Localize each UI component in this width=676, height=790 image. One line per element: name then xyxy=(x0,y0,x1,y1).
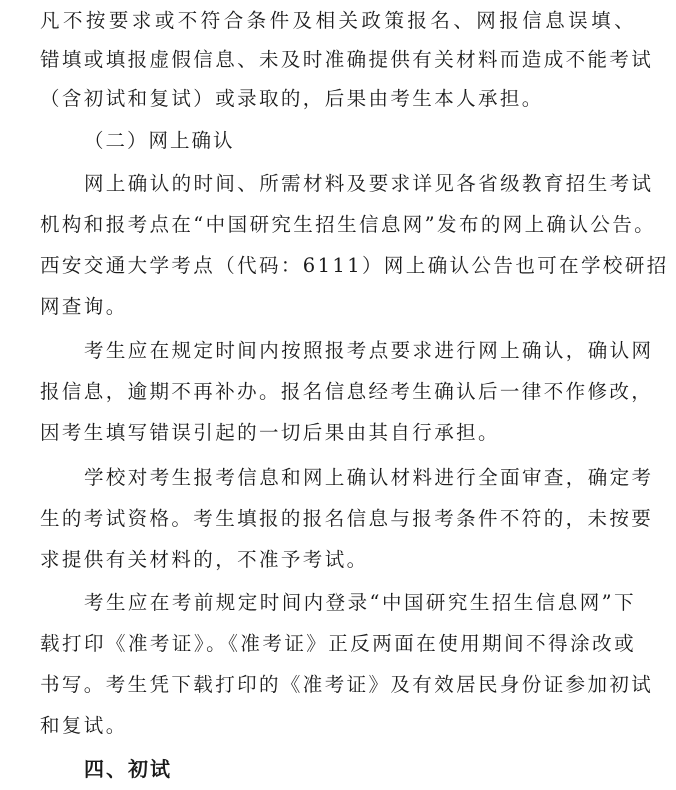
paragraph-line: 书写。考生凭下载打印的《准考证》及有效居民身份证参加初试 xyxy=(40,673,654,696)
paragraph-line: 学校对考生报考信息和网上确认材料进行全面审查，确定考 xyxy=(84,466,654,489)
paragraph-line: 考生应在考前规定时间内登录“中国研究生招生信息网”下 xyxy=(84,591,636,614)
paragraph-line: 和复试。 xyxy=(40,714,128,737)
paragraph-line: 报信息，逾期不再补办。报名信息经考生确认后一律不作修改， xyxy=(40,380,654,403)
paragraph-line: 凡不按要求或不符合条件及相关政策报名、网报信息误填、 xyxy=(40,9,636,32)
paragraph-line: 考生应在规定时间内按照报考点要求进行网上确认，确认网 xyxy=(84,339,654,362)
paragraph-line: 生的考试资格。考生填报的报名信息与报考条件不符的，未按要 xyxy=(40,507,654,530)
paragraph-line: 载打印《准考证》。《准考证》正反两面在使用期间不得涂改或 xyxy=(40,632,636,655)
section-heading: 四、初试 xyxy=(84,757,172,781)
paragraph-line: 机构和报考点在“中国研究生招生信息网”发布的网上确认公告。 xyxy=(40,213,657,236)
paragraph-line: （含初试和复试）或录取的，后果由考生本人承担。 xyxy=(40,87,544,110)
paragraph-line: 错填或填报虚假信息、未及时准确提供有关材料而造成不能考试 xyxy=(40,48,654,71)
paragraph-line: 西安交通大学考点（代码：6111）网上确认公告也可在学校研招 xyxy=(40,254,669,277)
subsection-heading: （二）网上确认 xyxy=(84,129,235,152)
paragraph-line: 网上确认的时间、所需材料及要求详见各省级教育招生考试 xyxy=(84,172,654,195)
paragraph-line: 因考生填写错误引起的一切后果由其自行承担。 xyxy=(40,421,500,444)
paragraph-line: 网查询。 xyxy=(40,295,128,318)
paragraph-line: 求提供有关材料的，不准予考试。 xyxy=(40,548,369,571)
